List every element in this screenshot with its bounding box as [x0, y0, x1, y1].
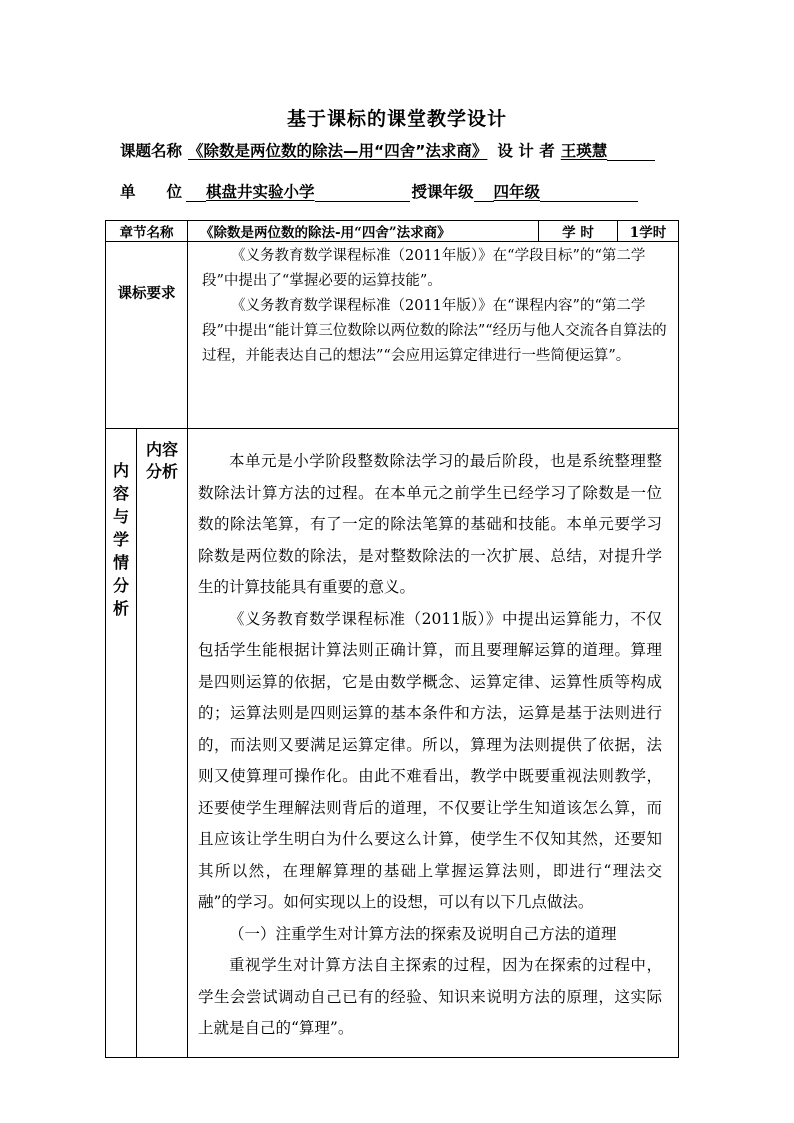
side-label-char: 情	[112, 553, 129, 572]
side-label-char: 分	[112, 576, 129, 595]
content-paragraph: 本单元是小学阶段整数除法学习的最后阶段，也是系统整理整数除法计算方法的过程。在本单元之前学生已经学习了除数是一位数的除法笔算，有了一定的除法笔算的基础和技能。本单元要学习除数是两位数的除法，是对整数除法的一次扩展、总结，对提升学生的计算技能具有重要的意义。	[198, 452, 662, 596]
meta-row-unit	[120, 180, 638, 202]
requirements-row	[106, 242, 679, 429]
lesson-design-table	[105, 220, 679, 1058]
grade-underline-lead	[474, 184, 494, 202]
requirements-text	[188, 242, 679, 429]
side-label-char: 容	[112, 484, 129, 503]
period-value: 1学时	[618, 221, 679, 242]
designer-underline	[607, 143, 655, 161]
meta-row-topic	[120, 139, 655, 161]
chapter-label: 章节名称	[106, 221, 188, 242]
content-paragraph: 《义务教育数学课程标准（2011版）》中提出运算能力，不仅包括学生能根据计算法则正确计算，而且要理解运算的道理。算理是四则运算的依据，它是由数学概念、运算定律、运算性质等构成的；运算法则是四则运算的基本条件和方法，运算是基于法则进行的，而法则又要满足运算定律。所以，算理为法则提供了依据，法则又使算理可操作化。由此不难看出，教学中既要重视法则教学，还要使学生理解法则背后的道理，不仅要让学生知道该怎么算，而且应该让学生明白为什么要这么计算，使学生不仅知其然，还要知其所以然，在理解算理的基础上掌握运算法则，即进行“理法交融”的学习。如何实现以上的设想，可以有以下几点做法。	[198, 609, 662, 911]
side-label-char: 析	[112, 599, 129, 618]
side-label-char: 与	[112, 507, 129, 526]
topic-value: 《除数是两位数的除法—用“四舍”法求商》	[188, 142, 488, 160]
content-analysis-text	[188, 429, 679, 1058]
period-label: 学 时	[539, 221, 618, 242]
unit-underline-lead	[186, 184, 206, 202]
requirements-label: 课标要求	[106, 242, 188, 429]
side-label-char: 内	[112, 461, 129, 480]
grade-underline-trail	[540, 184, 638, 202]
sub-label-line: 内容	[146, 440, 179, 459]
designer-label: 设 计 者	[497, 142, 555, 160]
requirements-paragraph: 《义务教育数学课程标准（2011年版）》在“学段目标”的“第二学段”中提出了“掌握必要的运算技能”。	[202, 248, 646, 289]
grade-value: 四年级	[493, 183, 541, 201]
content-subheading: （一）注重学生对计算方法的探索及说明自己方法的道理	[229, 924, 617, 943]
topic-label: 课题名称	[120, 142, 183, 160]
analysis-row	[106, 429, 679, 1058]
grade-label: 授课年级	[411, 183, 474, 201]
content-paragraph: 重视学生对计算方法自主探索的过程，因为在探索的过程中，学生会尝试调动自己已有的经验、知识来说明方法的原理，这实际上就是自己的“算理”。	[198, 956, 662, 1037]
unit-value: 棋盘井实验小学	[206, 183, 315, 201]
content-analysis-label	[137, 429, 188, 1058]
chapter-row	[106, 221, 679, 242]
requirements-paragraph: 《义务教育数学课程标准（2011年版）》在“课程内容”的“第二学段”中提出“能计算三位数除以两位数的除法”“经历与他人交流各自算法的过程，并能表达自己的想法”“会应用运算定律进行一些简便运算”。	[202, 298, 667, 364]
document-title: 基于课标的课堂教学设计	[286, 108, 507, 130]
sub-label-line: 分析	[146, 462, 179, 481]
analysis-side-label	[106, 429, 137, 1058]
chapter-value: 《除数是两位数的除法-用“四舍”法求商》	[188, 221, 539, 242]
designer-value: 王瑛慧	[560, 142, 608, 160]
unit-underline-trail	[315, 184, 410, 202]
side-label-char: 学	[112, 530, 129, 549]
unit-label: 单 位	[120, 183, 183, 201]
